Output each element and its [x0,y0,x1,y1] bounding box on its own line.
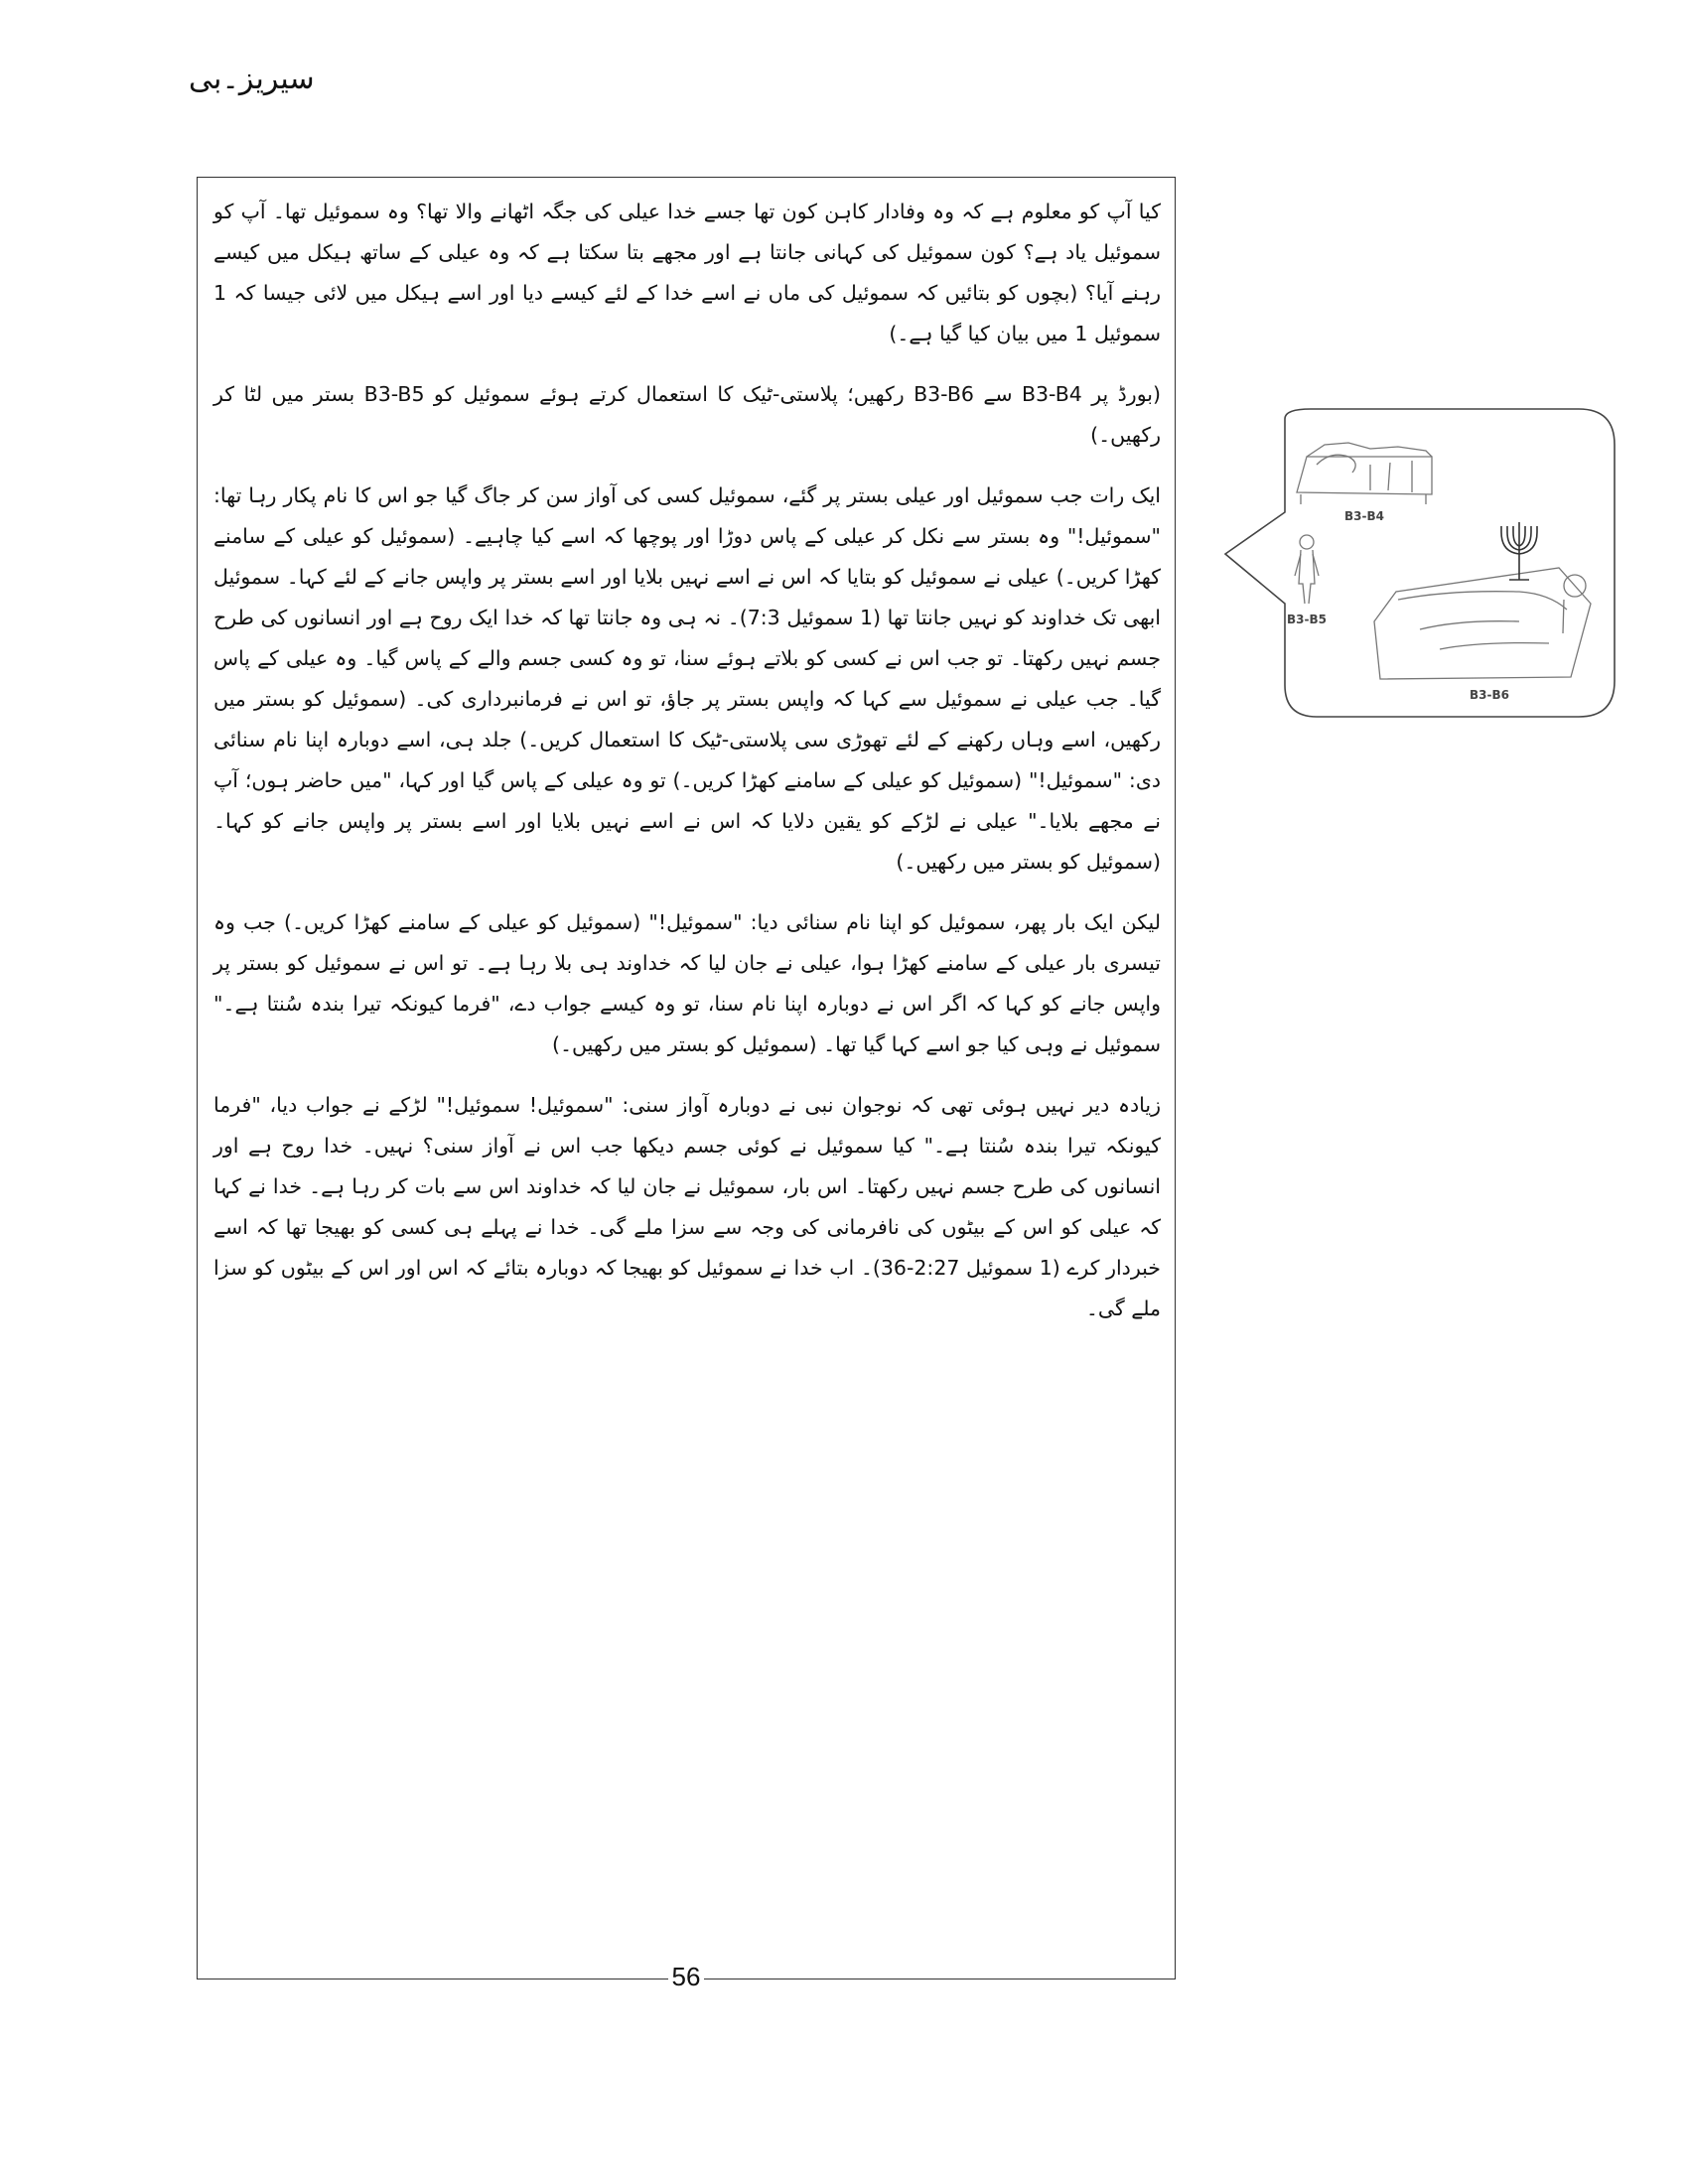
paragraph-board-instruction: (بورڈ پر B3-B4 سے B3-B6 رکھیں؛ پلاستی-ٹیک کا استعمال کرتے ہوئے سموئیل کو B3-B5 بستر میں لٹا کر رکھیں۔) [213,382,1161,447]
page-number [198,1962,1175,1992]
lesson-text [213,192,1161,1349]
label-b3-b4: B3-B4 [1344,509,1384,523]
label-b3-b6: B3-B6 [1470,688,1509,702]
page-number-text: 56 [668,1962,705,1991]
figure-speech-bubble [1221,405,1618,721]
series-header: سیریز۔بی [189,62,315,96]
bubble-outline [1225,409,1615,717]
paragraph-first-call: ایک رات جب سموئیل اور عیلی بستر پر گئے، سموئیل کسی کی آواز سن کر جاگ گیا جو اس کا نام پکار رہا تھا: "سموئیل!" وہ بستر سے نکل کر عیلی کے پاس دوڑا اور پوچھا کہ اسے کیا چاہیے۔ (سموئیل کو عیلی کے سامنے کھڑا کریں۔) عیلی نے سموئیل کو بتایا کہ اس نے اسے نہیں بلایا اور اسے بستر پر واپس جانے کے لئے کہا۔ سموئیل ابھی تک خداوند کو نہیں جانتا تھا (1 سموئیل 7:3)۔ نہ ہی وہ جانتا تھا کہ خدا ایک روح ہے اور انسانوں کی طرح جسم نہیں رکھتا۔ تو جب اس نے کسی کو بلاتے ہوئے سنا، تو وہ کسی جسم والے کے پاس گیا۔ وہ عیلی کے پاس گیا۔ جب عیلی نے سموئیل سے کہا کہ واپس بستر پر جاؤ، تو اس نے فرمانبرداری کی۔ (سموئیل کو بستر میں رکھیں، اسے وہاں رکھنے کے لئے تھوڑی سی پلاستی-ٹیک کا استعمال کریں۔) جلد ہی، اسے دوبارہ اپنا نام سنائی دی: "سموئیل!" (سموئیل کو عیلی کے سامنے کھڑا کریں۔) تو وہ عیلی کے پاس گیا اور کہا، "میں حاضر ہوں؛ آپ نے مجھے بلایا۔" عیلی نے لڑکے کو یقین دلایا کہ اس نے اسے نہیں بلایا اور اسے بستر پر واپس جانے کو کہا۔ (سموئیل کو بستر میں رکھیں۔) [213,483,1161,874]
paragraph-intro: کیا آپ کو معلوم ہے کہ وہ وفادار کاہن کون تھا جسے خدا عیلی کی جگہ اٹھانے والا تھا؟ وہ سموئیل تھا۔ آپ کو سموئیل یاد ہے؟ کون سموئیل کی کہانی جانتا ہے اور مجھے بتا سکتا ہے کہ وہ عیلی کے ساتھ ہیکل میں کیسے رہنے آیا؟ (بچوں کو بتائیں کہ سموئیل کی ماں نے اسے خدا کے لئے کیسے دیا اور اسے ہیکل میں لائی جیسا کہ 1 سموئیل 1 میں بیان کیا گیا ہے۔) [213,200,1161,345]
paragraph-third-call: لیکن ایک بار پھر، سموئیل کو اپنا نام سنائی دیا: "سموئیل!" (سموئیل کو عیلی کے سامنے کھڑا کریں۔) جب وہ تیسری بار عیلی کے سامنے کھڑا ہوا، عیلی نے جان لیا کہ خداوند ہی بلا رہا ہے۔ تو اس نے سموئیل کو بستر پر واپس جانے کو کہا کہ اگر اس نے دوبارہ اپنا نام سنا، تو وہ کیسے جواب دے، "فرما کیونکہ تیرا بندہ سُنتا ہے۔" سموئیل نے وہی کیا جو اسے کہا گیا تھا۔ (سموئیل کو بستر میں رکھیں۔) [213,910,1161,1056]
content-box [197,177,1176,1991]
label-b3-b5: B3-B5 [1287,613,1327,626]
paragraph-god-speaks: زیادہ دیر نہیں ہوئی تھی کہ نوجوان نبی نے دوبارہ آواز سنی: "سموئیل! سموئیل!" لڑکے نے جواب دیا، "فرما کیونکہ تیرا بندہ سُنتا ہے۔" کیا سموئیل نے کوئی جسم دیکھا جب اس نے آواز سنی؟ نہیں۔ خدا روح ہے اور انسانوں کی طرح جسم نہیں رکھتا۔ اس بار، سموئیل نے جان لیا کہ خداوند اس سے بات کر رہا ہے۔ خدا نے کہا کہ عیلی کو اس کے بیٹوں کی نافرمانی کی وجہ سے سزا ملے گی۔ خدا نے پہلے ہی کسی کو بھیجا تھا کہ اسے خبردار کرے (1 سموئیل 2:27-36)۔ اب خدا نے سموئیل کو بھیجا کہ دوبارہ بتائے کہ اس اور اس کے بیٹوں کو سزا ملے گی۔ [213,1093,1161,1320]
